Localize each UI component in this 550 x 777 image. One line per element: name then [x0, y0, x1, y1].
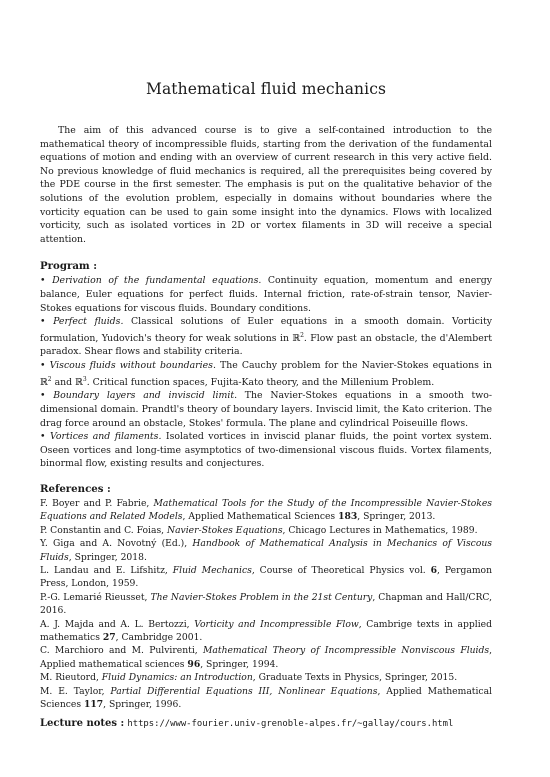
- references-heading: References :: [40, 482, 111, 495]
- page-title: Mathematical fluid mechanics: [145, 80, 387, 98]
- course-abstract: The aim of this advanced course is to give a self-contained introduction to the mathematical theory of incompressible fluids, starting from the derivation of the fundamental equations of motion and ending with an overview of current research in this very active field. No previous knowledge of fluid mechanics is required, all the prerequisites being covered by the PDE course in the first semester. The emphasis is put on the qualitative behavior of the solutions of the evolution problem, especially in domains without boundaries where the vorticity equation can be used to gain some insight into the dynamics. Flows with localized vorticity, such as isolated vortices in 2D or vortex filaments in 3D will receive a special attention.: [40, 125, 492, 245]
- program-item-vortices: • Vortices and filaments. Isolated vortices in inviscid planar fluids, the point vortex system. Oseen vortices and long-time asymptotics of two-dimensional viscous fluids. Vortex filaments, binormal flow, existing results and conjectures.: [40, 431, 492, 470]
- reference-item: M. E. Taylor, Partial Differential Equations III, Nonlinear Equations, Applied Mathematical Sciences 117, Springer, 1996.: [40, 685, 492, 710]
- reference-item: P.-G. Lemarié Rieusset, The Navier-Stokes Problem in the 21st Century, Chapman and Hall/CRC, 2016.: [40, 591, 492, 617]
- program-item-perfect-fluids: • Perfect fluids. Classical solutions of Euler equations in a smooth domain. Vorticity formulation, Yudovich's theory for weak solutions in ℝ$^2$. Flow past an obstacle, the d'Alembert paradox. Shear flows and stability criteria.: [40, 316, 492, 358]
- reference-item: C. Marchioro and M. Pulvirenti, Mathematical Theory of Incompressible Nonviscous Fluids, Applied mathematical sciences 96, Springer, 1994.: [40, 645, 493, 670]
- lecture-notes-heading: Lecture notes :: [40, 718, 125, 730]
- lecture-notes-url[interactable]: https://www-fourier.univ-grenoble-alpes.fr/~gallay/cours.html: [127, 719, 454, 730]
- program-heading: Program :: [40, 260, 98, 273]
- reference-item: A. J. Majda and A. L. Bertozzi, Vorticity and Incompressible Flow, Cambrige texts in applied mathematics 27, Cambridge 2001.: [40, 618, 492, 643]
- reference-item: M. Rieutord, Fluid Dynamics: an Introduction, Graduate Texts in Physics, Springer, 2015.: [40, 672, 458, 684]
- lecture-notes: [40, 717, 492, 731]
- program-item-viscous-fluids: • Viscous fluids without boundaries. The Cauchy problem for the Navier-Stokes equations in ℝ$^2$ and ℝ$^3$. Critical function spaces, Fujita-Kato theory, and the Millenium Problem.: [40, 360, 492, 388]
- reference-item: F. Boyer and P. Fabrie, Mathematical Tools for the Study of the Incompressible Navier-Stokes Equations and Related Models, Applied Mathematical Sciences 183, Springer, 2013.: [40, 497, 493, 523]
- references-list: [40, 497, 492, 712]
- reference-item: L. Landau and E. Lifshitz, Fluid Mechanics, Course of Theoretical Physics vol. 6, Pergamon Press, London, 1959.: [40, 564, 492, 590]
- reference-item: Y. Giga and A. Novotný (Ed.), Handbook of Mathematical Analysis in Mechanics of Viscous Fluids, Springer, 2018.: [40, 538, 492, 563]
- program-item-boundary-layers: • Boundary layers and inviscid limit. The Navier-Stokes equations in a smooth two-dimensional domain. Prandtl's theory of boundary layers. Inviscid limit, the Kato criterion. The drag force around an obstacle, Stokes' formula. The plane and cylindrical Poiseuille flows.: [40, 390, 492, 429]
- program-item-derivation: • Derivation of the fundamental equations. Continuity equation, momentum and energy balance, Euler equations for perfect fluids. Internal friction, rate-of-strain tensor, Navier-Stokes equations for viscous fluids. Boundary conditions.: [40, 275, 492, 314]
- program-list: [40, 274, 492, 471]
- reference-item: P. Constantin and C. Foias, Navier-Stokes Equations, Chicago Lectures in Mathematics, 1989.: [40, 524, 478, 536]
